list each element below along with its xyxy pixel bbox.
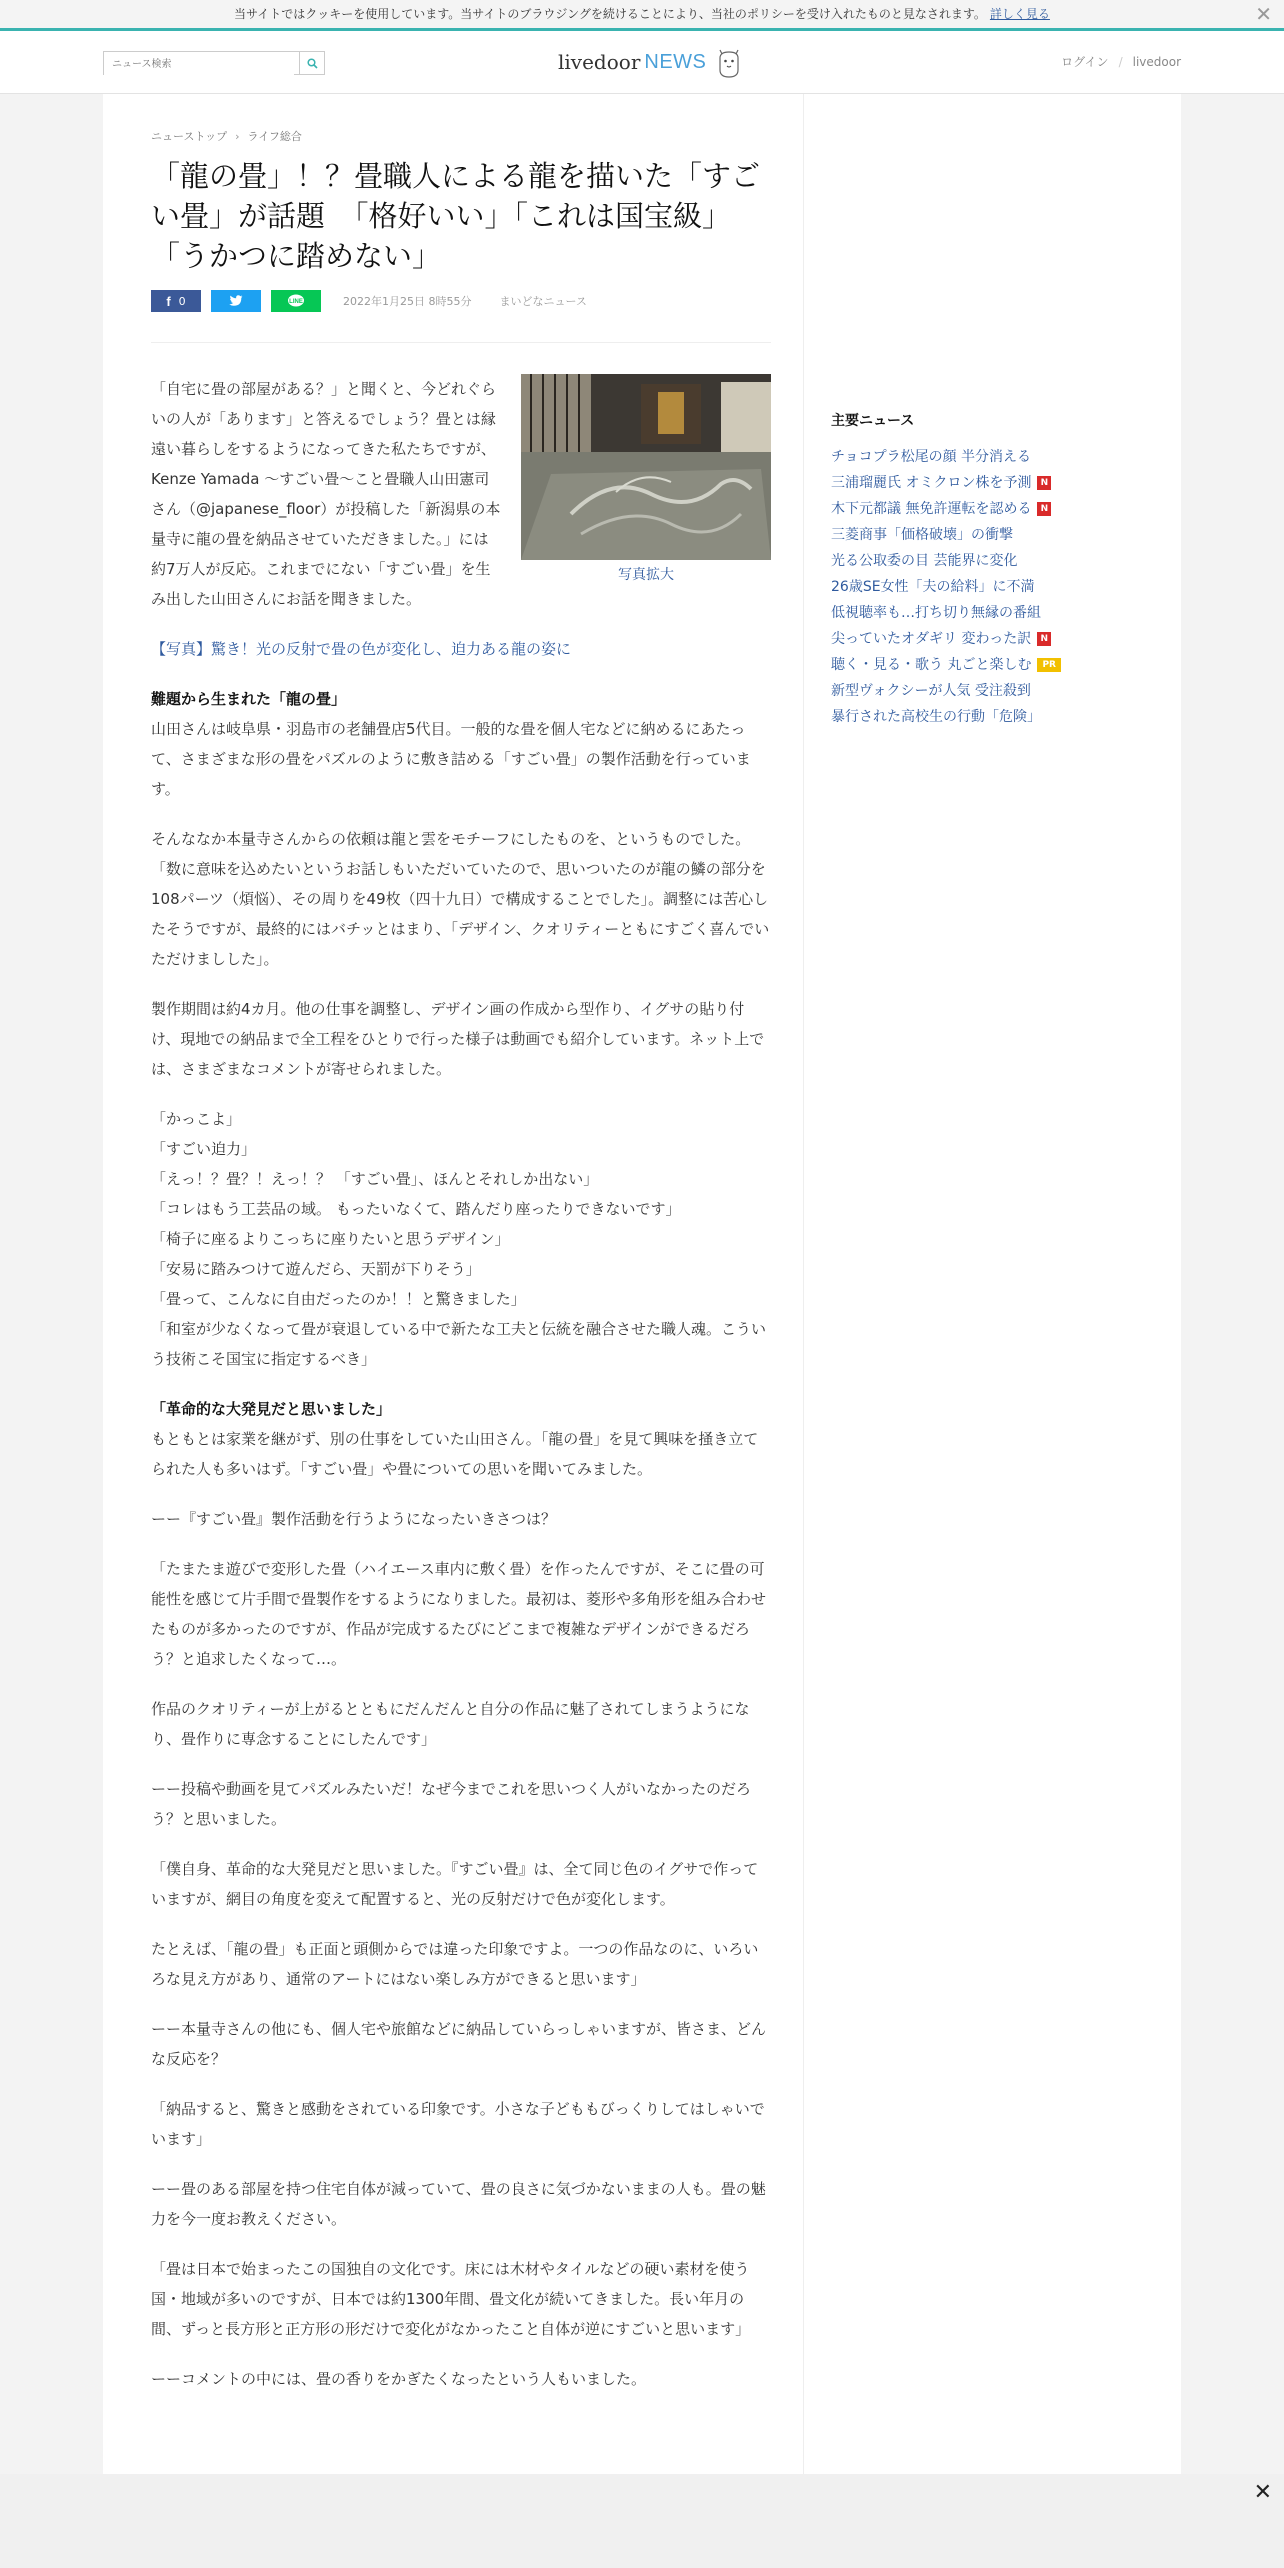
sidebar-news-item[interactable]: 26歳SE女性「夫の給料」に不満 bbox=[831, 579, 1035, 595]
share-buttons bbox=[151, 290, 587, 312]
mascot-icon bbox=[714, 44, 744, 80]
paragraph: 「僕自身、革命的な大発見だと思いました。『すごい畳』は、全て同じ色のイグサで作っていますが、網目の角度を変えて配置すると、光の反射だけで色が変化します。 bbox=[151, 1860, 759, 1908]
bottom-ad-bar bbox=[0, 2474, 1284, 2568]
logo-livedoor: livedoor bbox=[558, 50, 641, 74]
paragraph: ーーコメントの中には、畳の香りをかぎたくなったという人もいました。 bbox=[151, 2370, 647, 2388]
comment-quotes: 「かっこよ」 「すごい迫力」 「えっ！？畳？！えっ！？ 「すごい畳」、ほんとそれしか出ない」 「コレはもう工芸品の域。 もったいなくて、踏んだり座ったりできないです」 「椅子に座るよりこっちに座りたいと思うデザイン」 「安易に踏みつけて遊んだら、天罰が下りそう」 「畳って、こんなに自由だったのか！！と驚きました」 「和室が少なくなって畳が衰退している中で新たな工夫と伝統を融合させた職人魂。こういう技術こそ国宝に指定するべき」 bbox=[151, 1110, 767, 1368]
site-header bbox=[0, 31, 1284, 94]
paragraph: そんななか本量寺さんからの依頼は龍と雲をモチーフにしたものを、というものでした。「数に意味を込めたいというお話しもいただいていたので、思いついたのが龍の鱗の部分を108パーツ（煩悩）、その周りを49枚（四十九日）で構成することでした」。調整には苦心したそうですが、最終的にはバチッとはまり、「デザイン、クオリティーともにすごく喜んでいただけましした」。 bbox=[151, 830, 770, 968]
sidebar-news-item[interactable]: 木下元都議 無免許運転を認める N bbox=[831, 496, 1061, 522]
breadcrumb bbox=[151, 128, 302, 144]
paragraph: 「自宅に畳の部屋がある？」と聞くと、今どれぐらいの人が「あります」と答えるでしょう？畳とは縁遠い暮らしをするようになってきた私たちですが、Kenze Yamada ～すごい畳～こと畳職人山田憲司さん（@japanese_floor）が投稿した「新潟県の本量寺に龍の畳を納品させていただきました。」には約7万人が反応。これまでにない「すごい畳」を生み出した山田さんにお話を聞きました。 bbox=[151, 380, 501, 608]
paragraph: 「畳は日本で始まったこの国独自の文化です。床には木材やタイルなどの硬い素材を使う国・地域が多いのですが、日本では約1300年間、畳文化が続いてきました。長い年月の間、ずっと長方形と正方形の形だけで変化がなかったこと自体が逆にすごいと思います」 bbox=[151, 2260, 751, 2338]
new-badge: N bbox=[1037, 502, 1051, 516]
livedoor-link[interactable]: livedoor bbox=[1132, 55, 1181, 69]
svg-text:LINE: LINE bbox=[289, 299, 303, 305]
sidebar-news-item[interactable]: 聴く・見る・歌う 丸ごと楽しむ PR bbox=[831, 652, 1061, 678]
cookie-details-link[interactable]: 詳しく見る bbox=[989, 7, 1050, 21]
article-column bbox=[103, 94, 804, 2474]
twitter-icon bbox=[229, 295, 243, 307]
paragraph: 製作期間は約4カ月。他の仕事を調整し、デザイン画の作成から型作り、イグサの貼り付け、現地での納品まで全工程をひとりで行った様子は動画でも紹介しています。ネット上では、さまざまなコメントが寄せられました。 bbox=[151, 1000, 765, 1078]
cookie-text: 当サイトではクッキーを使用しています。当サイトのブラウジングを続けることにより、当社のポリシーを受け入れたものと見なされます。 bbox=[234, 7, 986, 21]
search-icon bbox=[307, 58, 318, 69]
divider bbox=[151, 342, 771, 343]
sidebar-news-item[interactable]: 新型ヴォクシーが人気 受注殺到 bbox=[831, 683, 1031, 699]
article-source[interactable]: まいどなニュース bbox=[499, 295, 587, 308]
line-share-button[interactable] bbox=[271, 290, 321, 312]
cookie-banner bbox=[0, 0, 1284, 31]
new-badge: N bbox=[1037, 632, 1051, 646]
photo-link[interactable]: 【写真】驚き！光の反射で畳の色が変化し、迫力ある龍の姿に bbox=[151, 640, 572, 658]
sidebar-news-item[interactable]: 光る公取委の目 芸能界に変化 bbox=[831, 553, 1018, 569]
twitter-share-button[interactable] bbox=[211, 290, 261, 312]
section-heading: 難題から生まれた「龍の畳」 bbox=[151, 690, 347, 708]
breadcrumb-item-news-top[interactable]: ニューストップ bbox=[151, 130, 228, 143]
close-icon[interactable]: ✕ bbox=[1253, 2480, 1272, 2505]
search-input[interactable] bbox=[104, 54, 294, 76]
sidebar-news-item[interactable]: チョコプラ松尾の顔 半分消える bbox=[831, 449, 1032, 465]
sidebar-news-item[interactable]: 低視聴率も…打ち切り無縁の番組 bbox=[831, 605, 1041, 621]
paragraph: ーー投稿や動画を見てパズルみたいだ！なぜ今までこれを思いつく人がいなかったのだろう？と思いました。 bbox=[151, 1780, 752, 1828]
close-icon[interactable]: ✕ bbox=[1255, 2, 1272, 26]
login-link[interactable]: ログイン bbox=[1061, 55, 1109, 69]
sidebar-news-item[interactable]: 三浦瑠麗氏 オミクロン株を予測 N bbox=[831, 470, 1061, 496]
paragraph: 山田さんは岐阜県・羽島市の老舗畳店5代目。一般的な畳を個人宅などに納めるにあたって、さまざまな形の畳をパズルのように敷き詰める「すごい畳」の製作活動を行っています。 bbox=[151, 720, 751, 798]
breadcrumb-item-life[interactable]: ライフ総合 bbox=[247, 130, 302, 143]
article-photo[interactable] bbox=[521, 374, 771, 560]
paragraph: ーー本量寺さんの他にも、個人宅や旅館などに納品していらっしゃいますが、皆さま、どんな反応を？ bbox=[151, 2020, 767, 2068]
paragraph: ーー『すごい畳』製作活動を行うようになったいきさつは？ bbox=[151, 1510, 557, 1528]
search-box bbox=[103, 51, 325, 75]
site-logo[interactable] bbox=[558, 45, 744, 79]
new-badge: N bbox=[1037, 476, 1051, 490]
photo-enlarge-link[interactable]: 写真拡大 bbox=[618, 567, 674, 583]
paragraph: 「たまたま遊びで変形した畳（ハイエース車内に敷く畳）を作ったんですが、そこに畳の可能性を感じて片手間で畳製作をするようになりました。最初は、菱形や多角形を組み合わせたものが多かったのですが、作品が完成するたびにどこまで複雑なデザインができるだろう？と追求したくなって…。 bbox=[151, 1560, 767, 1668]
main-wrapper bbox=[103, 94, 1181, 2474]
paragraph: 「納品すると、驚きと感動をされている印象です。小さな子どももびっくりしてはしゃいでいます」 bbox=[151, 2100, 765, 2148]
section-heading: 「革命的な大発見だと思いました」 bbox=[151, 1400, 392, 1418]
facebook-icon: f bbox=[166, 293, 171, 309]
search-button[interactable] bbox=[299, 52, 324, 74]
paragraph: たとえば、「龍の畳」も正面と頭側からでは違った印象ですよ。一つの作品なのに、いろいろな見え方があり、通常のアートにはない楽しみ方ができると思います」 bbox=[151, 1940, 759, 1988]
facebook-share-button[interactable] bbox=[151, 290, 201, 312]
article-body bbox=[151, 374, 771, 2414]
logo-news: NEWS bbox=[644, 50, 707, 73]
header-links: ログイン / livedoor bbox=[1061, 55, 1181, 69]
article-title: 「龍の畳」！？畳職人による龍を描いた「すごい畳」が話題 「格好いい」「これは国宝級」「うかつに踏めない」 bbox=[151, 159, 761, 273]
pr-badge: PR bbox=[1037, 658, 1061, 672]
photo-box bbox=[521, 374, 771, 590]
paragraph: ーー畳のある部屋を持つ住宅自体が減っていて、畳の良さに気づかないままの人も。畳の魅力を今一度お教えください。 bbox=[151, 2180, 766, 2228]
sidebar-title: 主要ニュース bbox=[831, 413, 915, 429]
paragraph: もともとは家業を継がず、別の仕事をしていた山田さん。「龍の畳」を見て興味を掻き立てられた人も多いはず。「すごい畳」や畳についての思いを聞いてみました。 bbox=[151, 1430, 759, 1478]
sidebar-news-item[interactable]: 暴行された高校生の行動「危険」 bbox=[831, 709, 1041, 725]
sidebar-news-item[interactable]: 尖っていたオダギリ 変わった訳 N bbox=[831, 626, 1061, 652]
line-icon bbox=[287, 294, 305, 308]
sidebar-news-list bbox=[831, 444, 1061, 730]
sidebar-news-item[interactable]: 三菱商事「価格破壊」の衝撃 bbox=[831, 527, 1013, 543]
article-date: 2022年1月25日 8時55分 bbox=[343, 295, 472, 308]
paragraph: 作品のクオリティーが上がるとともにだんだんと自分の作品に魅了されてしまうようになり、畳作りに専念することにしたんです」 bbox=[151, 1700, 750, 1748]
chevron-right-icon: › bbox=[235, 130, 240, 143]
facebook-share-count: 0 bbox=[178, 294, 186, 308]
